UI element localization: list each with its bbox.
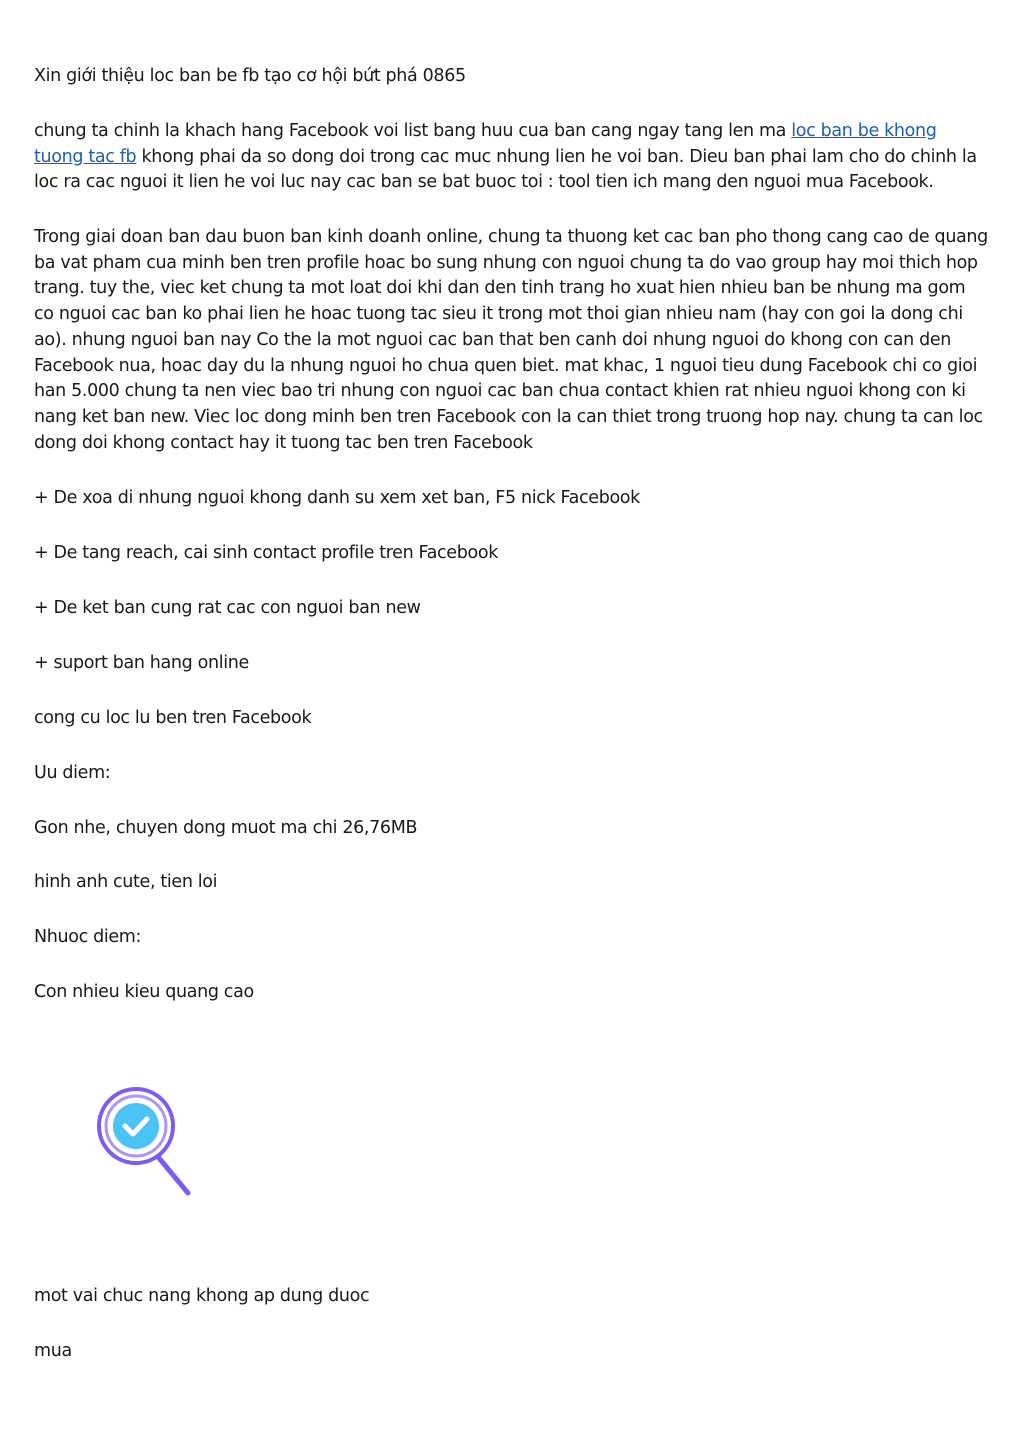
bullet-item: + suport ban hang online: [34, 653, 249, 673]
intro-text-after: khong phai da so dong doi trong cac muc nhung lien he voi ban. Dieu ban phai lam cho do chinh la loc ra cac nguoi it lien he voi luc nay cac ban se bat buoc toi : tool tien ich mang den nguoi mua Facebook.: [34, 146, 977, 193]
cons-label: Nhuoc diem:: [34, 927, 141, 947]
after-icon-text: mua: [34, 1341, 72, 1361]
pros-item: Gon nhe, chuyen dong muot ma chi 26,76MB: [34, 818, 418, 838]
cons-item: Con nhieu kieu quang cao: [34, 982, 254, 1002]
pros-item: hinh anh cute, tien loi: [34, 872, 218, 892]
magnifier-check-icon: [94, 1086, 194, 1198]
after-icon-text: mot vai chuc nang khong ap dung duoc: [34, 1286, 370, 1306]
intro-paragraph: [34, 119, 990, 196]
bullet-item: + De tang reach, cai sinh contact profile tren Facebook: [34, 543, 498, 563]
intro-text-before: chung ta chinh la khach hang Facebook voi list bang huu cua ban cang ngay tang len ma: [34, 121, 792, 141]
body-paragraph: Trong giai doan ban dau buon ban kinh doanh online, chung ta thuong ket cac ban pho thong cang cao de quang ba vat pham cua minh ben tren profile hoac bo sung nhung con nguoi chung ta do vao group hay moi thich hop trang. tuy the, viec ket chung ta mot loat doi khi dan den tinh trang ho xuat hien nhieu ban be nhung ma gom co nguoi cac ban ko phai lien he hoac tuong tac sieu it trong mot thoi gian nhieu nam (hay con goi la dong chi ao). nhung nguoi ban nay Co the la mot nguoi cac ban that ben canh doi nhung nguoi do khong con can den Facebook nua, hoac day du la nhung nguoi ho chua quen biet. mat khac, 1 nguoi tieu dung Facebook chi co gioi han 5.000 chung ta nen viec bao tri nhung con nguoi cac ban chua contact khien rat nhieu nguoi khong con ki nang ket ban new. Viec loc dong minh ben tren Facebook con la can thiet trong truong hop nay. chung ta can loc dong doi khong contact hay it tuong tac ben tren Facebook: [34, 227, 988, 453]
pros-label: Uu diem:: [34, 763, 111, 783]
bullet-item: + De ket ban cung rat cac con nguoi ban new: [34, 598, 421, 618]
tool-heading: cong cu loc lu ben tren Facebook: [34, 708, 312, 728]
intro-link[interactable]: loc ban be khong tuong tac fb: [34, 121, 937, 167]
bullet-item: + De xoa di nhung nguoi khong danh su xem xet ban, F5 nick Facebook: [34, 488, 640, 508]
doc-title: Xin giới thiệu loc ban be fb tạo cơ hội bứt phá 0865: [34, 66, 466, 86]
